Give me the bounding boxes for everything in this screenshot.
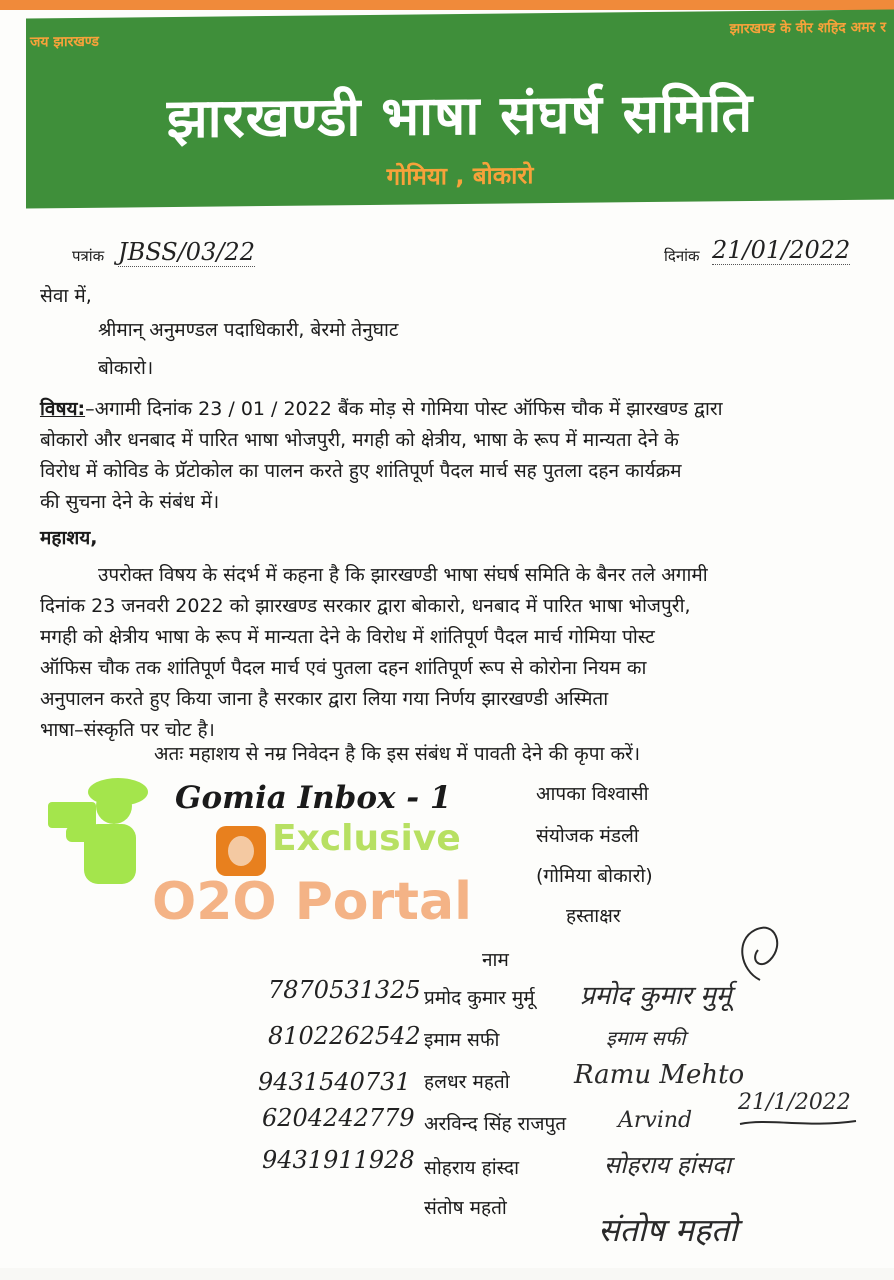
subject-line: बोकारो और धनबाद में पारित भाषा भोजपुरी, मगही को क्षेत्रीय, भाषा के रूप में मान्यता देने के [40,429,679,451]
subject-block [40,394,880,518]
closing-location: (गोमिया बोकारो) [536,865,653,887]
request-line: अतः महाशय से नम्र निवेदन है कि इस संबंध में पावती देने की कृपा करें। [154,743,641,765]
portal-app-icon [216,826,266,876]
reference-label: पत्रांक [72,247,105,265]
signature-label: हस्ताक्षर [566,905,621,927]
signatory-signature: प्रमोद कुमार मुर्मू [580,981,732,1011]
signature-flourish-icon [730,920,790,990]
watermark-line-2: Exclusive [272,818,461,859]
signatory-signature: संतोष महतो [598,1211,738,1249]
reference-number: JBSS/03/22 [118,238,255,266]
banner-top-left-text: जय झारखण्ड [30,33,99,51]
body-line: ऑफिस चौक तक शांतिपूर्ण पैदल मार्च एवं पुतला दहन शांतिपूर्ण रूप से कोरोना नियम का [40,657,647,679]
signatory-name: प्रमोद कुमार मुर्मू [424,987,535,1009]
subject-line: विरोध में कोविड के प्रॅटोकोल का पालन करते हुए शांतिपूर्ण पैदल मार्च सह पुतला दहन कार्यक्रम [40,460,682,482]
signatory-phone: 9431911928 [262,1146,415,1174]
organization-title: झारखण्डी भाषा संघर्ष समिति [166,80,754,151]
subject-line: की सुचना देने के संबंध में। [40,491,220,513]
watermark-line-3: O2O Portal [152,872,472,932]
signatory-name: हलधर महतो [424,1071,510,1093]
signatory-signature: Arvind [618,1108,693,1133]
signatory-signature: Ramu Mehto [574,1060,745,1090]
closing-yours-faithfully: आपका विश्वासी [536,783,649,805]
recipient-to: सेवा में, [40,285,92,307]
name-label: नाम [482,949,509,971]
signatory-phone: 9431540731 [258,1068,411,1096]
date-underline-icon [738,1116,858,1130]
body-line: अनुपालन करते हुए किया जाना है सरकार द्वारा लिया गया निर्णय झारखण्डी अस्मिता [40,688,609,710]
closing-committee: संयोजक मंडली [536,825,639,847]
body-block [40,560,880,746]
signatory-signature: इमाम सफी [606,1026,686,1050]
signatory-phone: 8102262542 [268,1022,421,1050]
body-line: उपरोक्त विषय के संदर्भ में कहना है कि झारखण्डी भाषा संघर्ष समिति के बैनर तले अगामी [98,564,708,586]
date-value: 21/01/2022 [712,236,851,264]
signatory-name: सोहराय हांस्दा [424,1157,520,1179]
body-line: मगही को क्षेत्रीय भाषा के रूप में मान्यता देने के विरोध में शांतिपूर्ण पैदल मार्च गोमिया पोस्ट [40,626,655,648]
signatory-phone: 7870531325 [268,976,421,1004]
signature-date: 21/1/2022 [738,1090,851,1115]
body-line: दिनांक 23 जनवरी 2022 को झारखण्ड सरकार द्वारा बोकारो, धनबाद में पारित भाषा भोजपुरी, [40,595,691,617]
signatory-name: अरविन्द सिंह राजपुत [424,1113,567,1135]
bottom-edge [0,1268,894,1280]
signatory-signature: सोहराय हांसदा [604,1151,731,1179]
watermark-line-1: Gomia Inbox - 1 [175,780,452,816]
signatory-name: इमाम सफी [424,1029,500,1051]
recipient-line-1: श्रीमान् अनुमण्डल पदाधिकारी, बेरमो तेनुघाट [98,319,399,341]
subject-label: विषय: [40,398,86,420]
signatory-name: संतोष महतो [424,1197,507,1219]
greeting: महाशय, [40,527,98,549]
date-label: दिनांक [664,247,700,265]
body-line: भाषा–संस्कृति पर चोट है। [40,719,215,741]
letterhead-banner [26,9,894,208]
recipient-line-2: बोकारो। [98,357,154,379]
organization-location: गोमिया , बोकारो [386,161,534,191]
signatory-phone: 6204242779 [262,1104,415,1132]
banner-top-right-text: झारखण्ड के वीर शहिद अमर र [729,19,886,38]
subject-line: –अगामी दिनांक 23 / 01 / 2022 बैंक मोड़ से गोमिया पोस्ट ऑफिस चौक में झारखण्ड द्वारा [85,398,723,420]
top-color-strip [0,0,894,10]
